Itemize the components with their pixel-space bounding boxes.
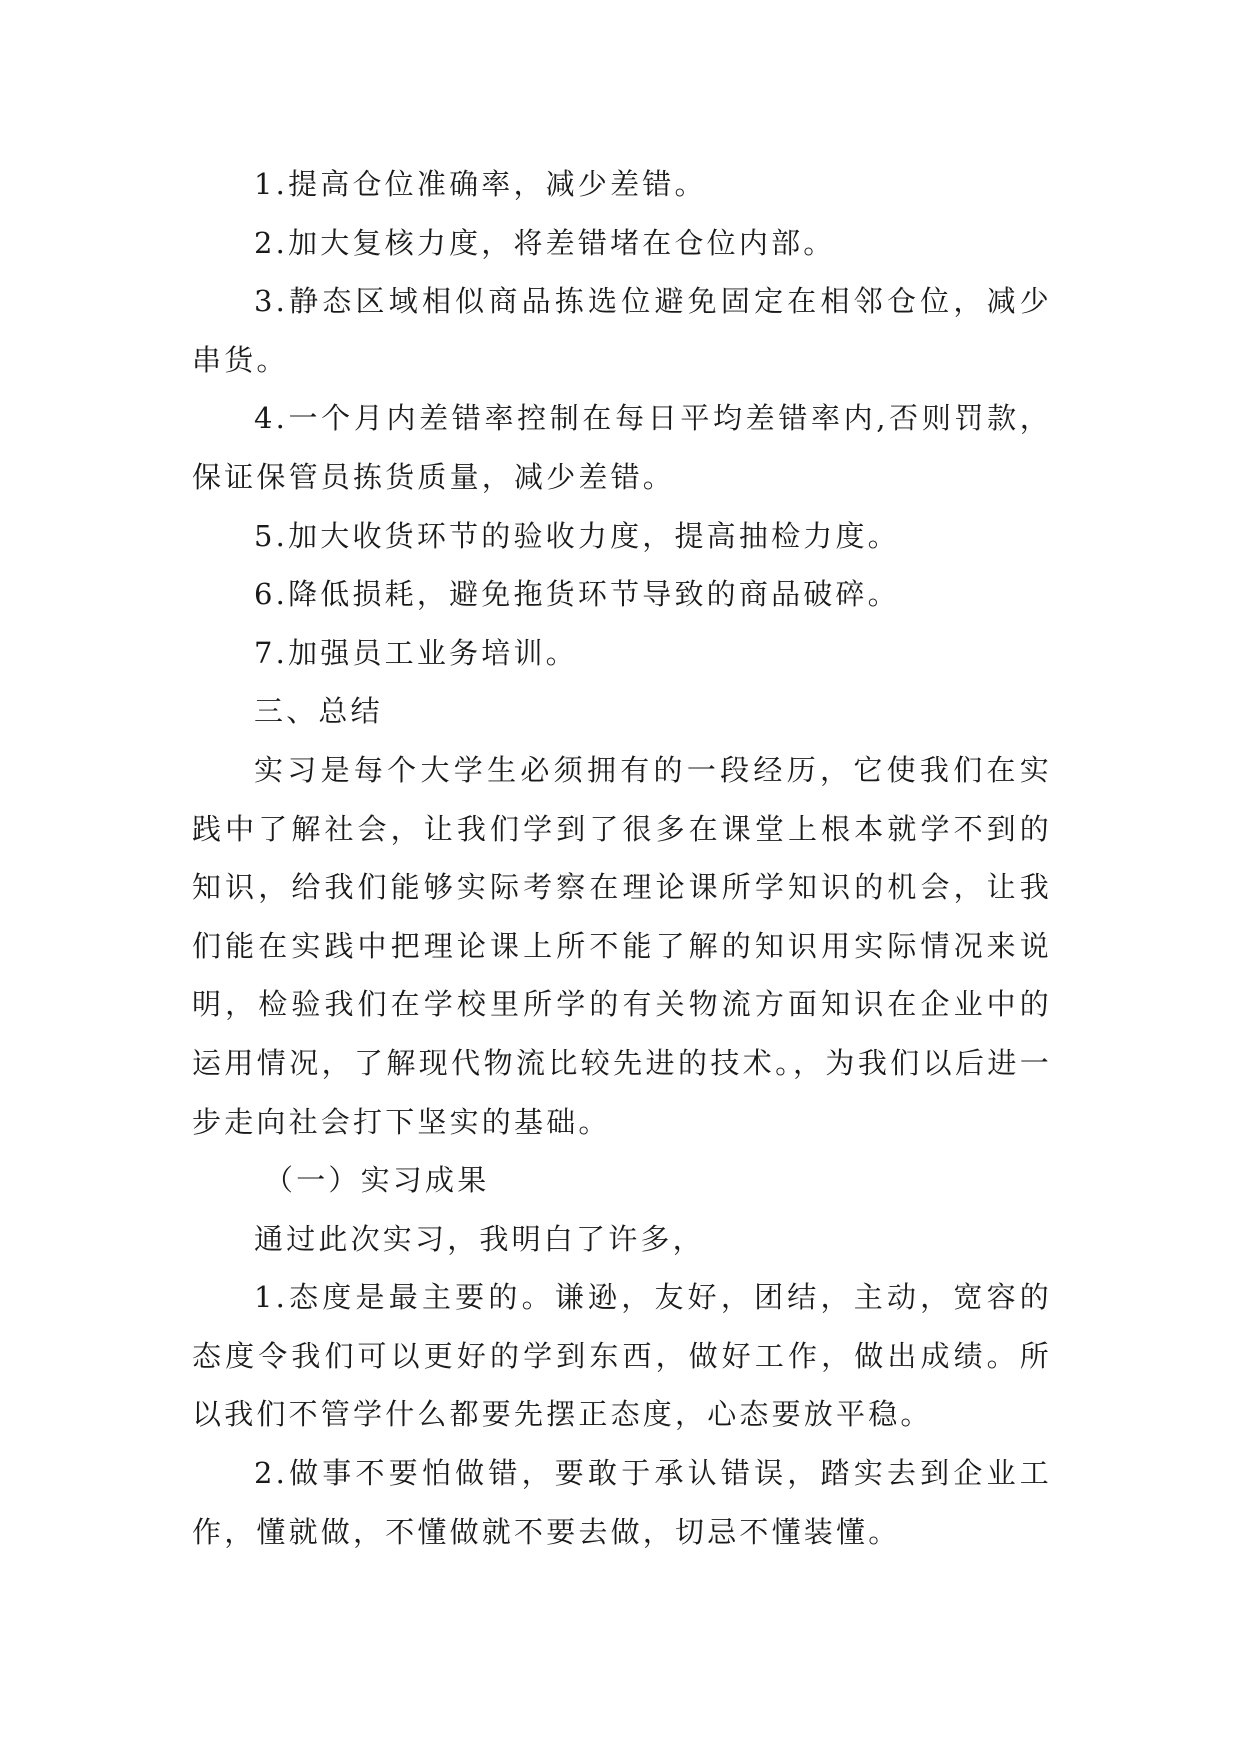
list-item-3: 3.静态区域相似商品拣选位避免固定在相邻仓位，减少串货。 (192, 284, 1052, 377)
list-item-5: 5.加大收货环节的验收力度，提高抽检力度。 (254, 518, 900, 553)
document-body (192, 155, 1052, 1561)
section-heading-summary: 三、总结 (254, 694, 383, 729)
list-item-6: 6.降低损耗，避免拖货环节导致的商品破碎。 (254, 577, 900, 612)
results-item-1: 1.态度是最主要的。谦逊，友好，团结，主动，宽容的态度令我们可以更好的学到东西，做好工作，做出成绩。所以我们不管学什么都要先摆正态度，心态要放平稳。 (192, 1280, 1052, 1432)
results-item-2: 2.做事不要怕做错，要敢于承认错误，踏实去到企业工作，懂就做，不懂做就不要去做，切忌不懂装懂。 (192, 1456, 1052, 1549)
list-item-1: 1.提高仓位准确率，减少差错。 (254, 167, 707, 201)
list-item-7: 7.加强员工业务培训。 (254, 635, 578, 670)
subsection-heading-results: （一）实习成果 (264, 1163, 490, 1198)
list-item-2: 2.加大复核力度，将差错堵在仓位内部。 (254, 225, 836, 260)
summary-paragraph: 实习是每个大学生必须拥有的一段经历，它使我们在实践中了解社会，让我们学到了很多在课堂上根本就学不到的知识，给我们能够实际考察在理论课所学知识的机会，让我们能在实践中把理论课上所不能了解的知识用实际情况来说明，检验我们在学校里所学的有关物流方面知识在企业中的运用情况，了解现代物流比较先进的技术。，为我们以后进一步走向社会打下坚实的基础。 (192, 752, 1052, 1139)
results-intro: 通过此次实习，我明白了许多， (254, 1221, 705, 1256)
list-item-4: 4.一个月内差错率控制在每日平均差错率内,否则罚款，保证保管员拣货质量，减少差错。 (192, 401, 1052, 494)
